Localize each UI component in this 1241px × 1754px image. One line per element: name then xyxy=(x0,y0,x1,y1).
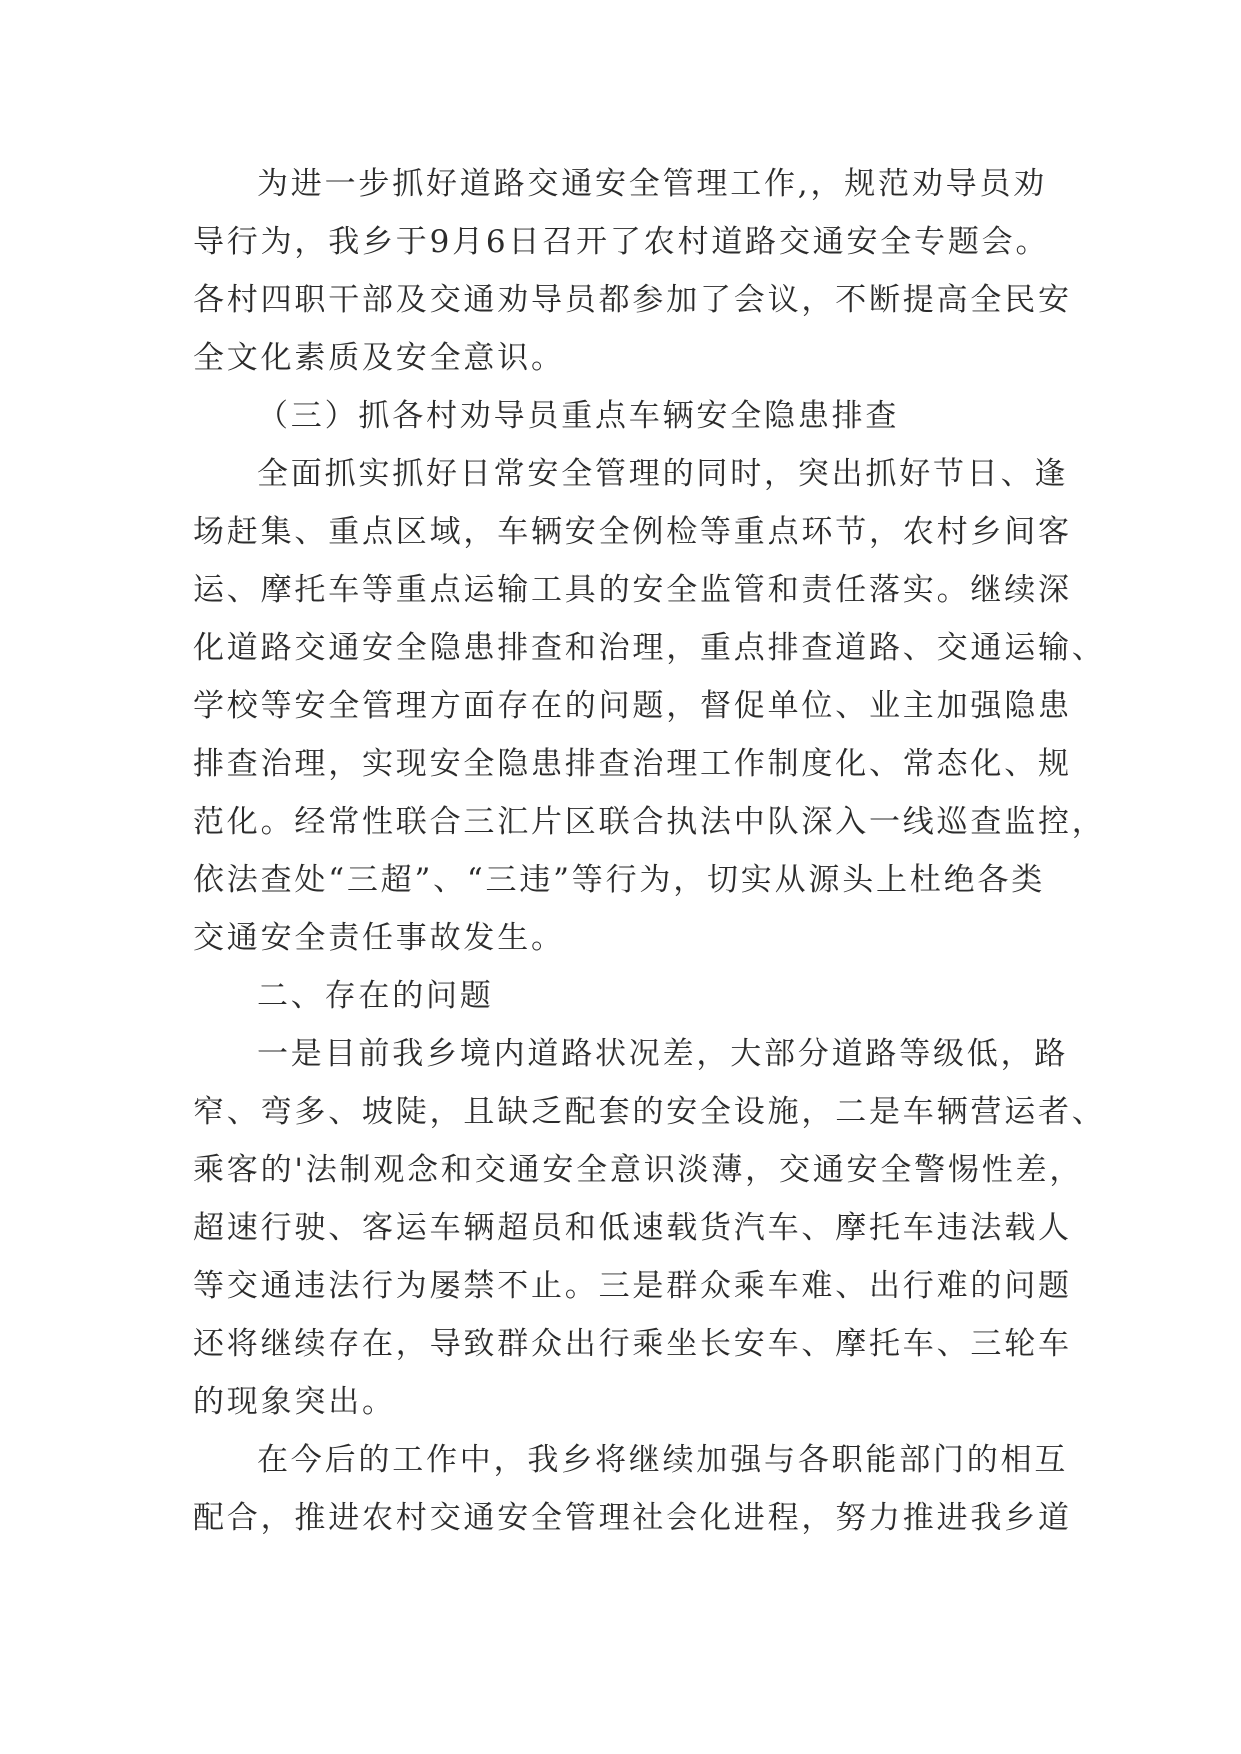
text-line: 各村四职干部及交通劝导员都参加了会议，不断提高全民安 xyxy=(193,282,1072,318)
text-line: 依法查处“三超”、“三违”等行为，切实从源头上杜绝各类 xyxy=(193,862,1045,898)
text-line: 等交通违法行为屡禁不止。三是群众乘车难、出行难的问题 xyxy=(193,1268,1072,1304)
text-line: 超速行驶、客运车辆超员和低速载货汽车、摩托车违法载人 xyxy=(193,1210,1072,1246)
text-line: 导行为，我乡于9月6日召开了农村道路交通安全专题会。 xyxy=(193,224,1050,260)
text-line: 全面抓实抓好日常安全管理的同时，突出抓好节日、逢 xyxy=(257,456,1069,492)
text-line: 全文化素质及安全意识。 xyxy=(193,340,565,376)
text-line: 还将继续存在，导致群众出行乘坐长安车、摩托车、三轮车 xyxy=(193,1326,1072,1362)
text-line: 运、摩托车等重点运输工具的安全监管和责任落实。继续深 xyxy=(193,572,1072,608)
text-line: 在今后的工作中，我乡将继续加强与各职能部门的相互 xyxy=(257,1442,1069,1478)
text-line: 化道路交通安全隐患排查和治理，重点排查道路、交通运输、 xyxy=(193,630,1106,666)
text-line: 交通安全责任事故发生。 xyxy=(193,920,565,956)
text-line: 范化。经常性联合三汇片区联合执法中队深入一线巡查监控， xyxy=(193,804,1106,840)
text-line: 为进一步抓好道路交通安全管理工作,，规范劝导员劝 xyxy=(257,166,1048,202)
text-line: 乘客的'法制观念和交通安全意识淡薄，交通安全警惕性差， xyxy=(193,1152,1084,1188)
section-heading: 二、存在的问题 xyxy=(257,978,494,1014)
text-line: 配合，推进农村交通安全管理社会化进程，努力推进我乡道 xyxy=(193,1500,1072,1536)
text-line: 的现象突出。 xyxy=(193,1384,396,1420)
text-line: 学校等安全管理方面存在的问题，督促单位、业主加强隐患 xyxy=(193,688,1072,724)
section-heading: （三）抓各村劝导员重点车辆安全隐患排查 xyxy=(257,398,900,434)
text-line: 排查治理，实现安全隐患排查治理工作制度化、常态化、规 xyxy=(193,746,1072,782)
text-line: 一是目前我乡境内道路状况差，大部分道路等级低，路 xyxy=(257,1036,1069,1072)
text-line: 窄、弯多、坡陡，且缺乏配套的安全设施，二是车辆营运者、 xyxy=(193,1094,1106,1130)
document-body xyxy=(193,155,1106,1547)
text-line: 场赶集、重点区域，车辆安全例检等重点环节，农村乡间客 xyxy=(193,514,1072,550)
